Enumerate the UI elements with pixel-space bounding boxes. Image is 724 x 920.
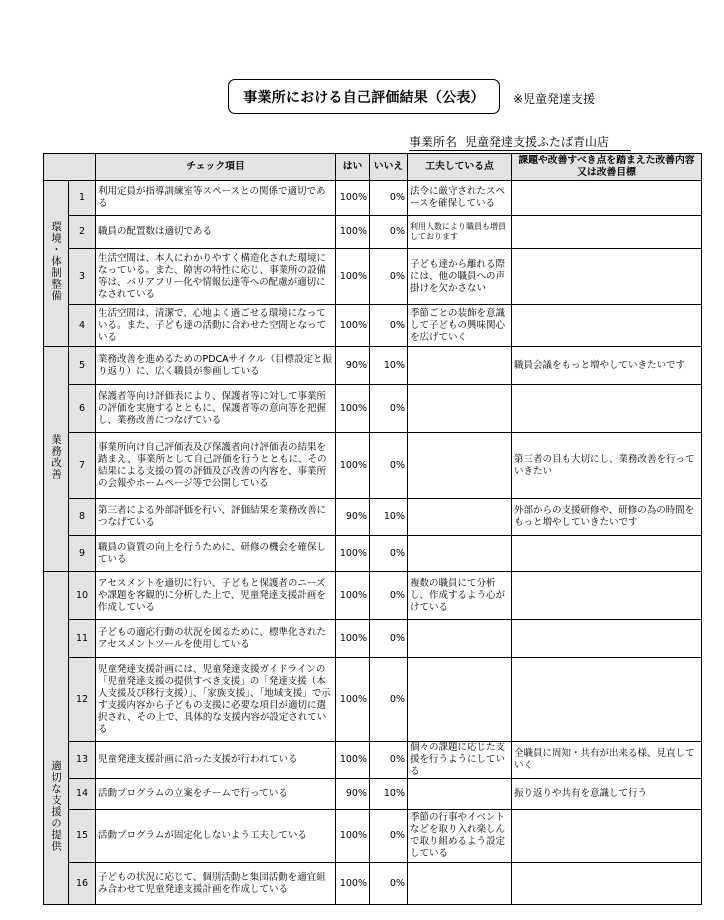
no-percent: 0% (370, 385, 408, 433)
no-percent: 0% (370, 620, 408, 658)
table-row (44, 305, 702, 347)
row-number: 12 (69, 658, 96, 742)
category-environment (44, 181, 69, 347)
ingenuity-text (408, 433, 512, 499)
table-row (44, 216, 702, 249)
table-row (44, 347, 702, 385)
header-ingenuity: 工夫している点 (408, 154, 512, 181)
category-label: 業務改善 (50, 434, 62, 480)
yes-percent: 100% (336, 620, 370, 658)
yes-percent: 100% (336, 572, 370, 620)
category-label: 適切な支援の提供 (50, 760, 62, 852)
yes-percent: 100% (336, 385, 370, 433)
table-row (44, 742, 702, 779)
yes-percent: 90% (336, 499, 370, 536)
check-item: 生活空間は、清潔で、心地よく過ごせる環境になっている。また、子ども達の活動に合わせた空間となっている (96, 305, 336, 347)
ingenuity-text: 子ども達から離れる際には、他の職員への声掛けを欠かさない (408, 249, 512, 305)
check-item: 職員の配置数は適切である (96, 216, 336, 249)
row-number: 10 (69, 572, 96, 620)
yes-percent: 100% (336, 658, 370, 742)
no-percent: 0% (370, 433, 408, 499)
table-row (44, 433, 702, 499)
page-title (228, 79, 500, 114)
yes-percent: 100% (336, 249, 370, 305)
check-item: 子どもの状況に応じて、個別活動と集団活動を適宜組み合わせて児童発達支援計画を作成している (96, 863, 336, 905)
check-item: 事業所向け自己評価表及び保護者向け評価表の結果を踏まえ、事業所として自己評価を行うとともに、その結果による支援の質の評価及び改善の内容を、事業所の会報やホームページ等で公開している (96, 433, 336, 499)
improvement-goal: 職員会議をもっと増やしていきたいです (512, 347, 702, 385)
check-item: 児童発達支援計画に沿った支援が行われている (96, 742, 336, 779)
no-percent: 10% (370, 499, 408, 536)
check-item: 保護者等向け評価表により、保護者等に対して事業所の評価を実施するとともに、保護者等の意向等を把握し、業務改善につなげている (96, 385, 336, 433)
no-percent: 0% (370, 572, 408, 620)
table-row (44, 385, 702, 433)
row-number: 11 (69, 620, 96, 658)
header-no: いいえ (370, 154, 408, 181)
yes-percent: 90% (336, 779, 370, 810)
row-number: 3 (69, 249, 96, 305)
check-item: アセスメントを適切に行い、子どもと保護者のニーズや課題を客観的に分析した上で、児童発達支援計画を作成している (96, 572, 336, 620)
ingenuity-text: 個々の課題に応じた支援を行うようにしている (408, 742, 512, 779)
ingenuity-text: 複数の職員にて分析し、作成するよう心がけている (408, 572, 512, 620)
yes-percent: 100% (336, 216, 370, 249)
row-number: 7 (69, 433, 96, 499)
improvement-goal (512, 385, 702, 433)
table-row (44, 658, 702, 742)
check-item: 活動プログラムの立案をチームで行っている (96, 779, 336, 810)
row-number: 2 (69, 216, 96, 249)
header-blank-cell (44, 154, 96, 181)
row-number: 14 (69, 779, 96, 810)
improvement-goal: 全職員に周知・共有が出来る様、見直していく (512, 742, 702, 779)
yes-percent: 100% (336, 863, 370, 905)
yes-percent: 100% (336, 536, 370, 572)
no-percent: 0% (370, 863, 408, 905)
check-item: 利用定員が指導訓練室等スペースとの関係で適切である (96, 181, 336, 216)
table-row (44, 249, 702, 305)
ingenuity-text (408, 499, 512, 536)
table-row (44, 572, 702, 620)
ingenuity-text: 利用人数により職員も増員しております (408, 216, 512, 249)
row-number: 9 (69, 536, 96, 572)
improvement-goal (512, 658, 702, 742)
table-row (44, 779, 702, 810)
evaluation-table (43, 153, 702, 905)
ingenuity-text (408, 347, 512, 385)
improvement-goal (512, 305, 702, 347)
category-business-improvement (44, 347, 69, 572)
no-percent: 0% (370, 216, 408, 249)
table-row (44, 536, 702, 572)
yes-percent: 100% (336, 305, 370, 347)
check-item: 生活空間は、本人にわかりやすく構造化された環境になっている。また、障害の特性に応じ、事業所の設備等は、バリアフリー化や情報伝達等への配慮が適切になされている (96, 249, 336, 305)
table-row (44, 810, 702, 863)
office-name-value: 児童発達支援ふたば青山店 (465, 135, 610, 149)
improvement-goal: 振り返りや共有を意識して行う (512, 779, 702, 810)
office-name-underline (409, 150, 631, 151)
service-type-note: ※児童発達支援 (513, 92, 596, 106)
yes-percent: 90% (336, 347, 370, 385)
no-percent: 0% (370, 742, 408, 779)
ingenuity-text (408, 385, 512, 433)
table-row (44, 499, 702, 536)
ingenuity-text (408, 863, 512, 905)
check-item: 職員の資質の向上を行うために、研修の機会を確保している (96, 536, 336, 572)
check-item: 児童発達支援計画には、児童発達支援ガイドラインの「児童発達支援の提供すべき支援」の「発達支援（本人支援及び移行支援）」、「家族支援」、「地域支援」で示す支援内容から子どもの支援に必要な項目が適切に選択され、その上で、具体的な支援内容が設定されている (96, 658, 336, 742)
check-item: 子どもの適応行動の状況を図るために、標準化されたアセスメントツールを使用している (96, 620, 336, 658)
ingenuity-text (408, 779, 512, 810)
yes-percent: 100% (336, 810, 370, 863)
check-item: 業務改善を進めるためのPDCAサイクル（目標設定と振り返り）に、広く職員が参画している (96, 347, 336, 385)
improvement-goal (512, 810, 702, 863)
header-issues: 課題や改善すべき点を踏まえた改善内容又は改善目標 (512, 154, 702, 181)
improvement-goal (512, 620, 702, 658)
improvement-goal (512, 536, 702, 572)
row-number: 8 (69, 499, 96, 536)
row-number: 15 (69, 810, 96, 863)
header-check-item: チェック項目 (96, 154, 336, 181)
no-percent: 0% (370, 305, 408, 347)
improvement-goal (512, 863, 702, 905)
improvement-goal (512, 181, 702, 216)
category-appropriate-support (44, 572, 69, 905)
improvement-goal: 外部からの支援研修や、研修の為の時間をもっと増やしていきたいです (512, 499, 702, 536)
improvement-goal (512, 572, 702, 620)
check-item: 活動プログラムが固定化しないよう工夫している (96, 810, 336, 863)
no-percent: 0% (370, 810, 408, 863)
check-item: 第三者による外部評価を行い、評価結果を業務改善につなげている (96, 499, 336, 536)
row-number: 13 (69, 742, 96, 779)
ingenuity-text (408, 620, 512, 658)
yes-percent: 100% (336, 433, 370, 499)
ingenuity-text (408, 536, 512, 572)
page-title-text: 事業所における自己評価結果（公表） (243, 89, 485, 106)
row-number: 6 (69, 385, 96, 433)
improvement-goal: 第三者の目も大切にし、業務改善を行っていきたい (512, 433, 702, 499)
no-percent: 0% (370, 536, 408, 572)
no-percent: 10% (370, 347, 408, 385)
improvement-goal (512, 216, 702, 249)
no-percent: 0% (370, 658, 408, 742)
table-row (44, 620, 702, 658)
improvement-goal (512, 249, 702, 305)
no-percent: 0% (370, 249, 408, 305)
row-number: 4 (69, 305, 96, 347)
table-row (44, 181, 702, 216)
ingenuity-text: 法令に厳守されたスペースを確保している (408, 181, 512, 216)
ingenuity-text: 季節の行事やイベントなどを取り入れ楽しんで取り組めるよう設定している (408, 810, 512, 863)
office-name-line (409, 133, 609, 150)
row-number: 16 (69, 863, 96, 905)
ingenuity-text (408, 658, 512, 742)
table-row (44, 863, 702, 905)
row-number: 5 (69, 347, 96, 385)
table-header-row (44, 154, 702, 181)
ingenuity-text: 季節ごとの装飾を意識して子どもの興味関心を広げていく (408, 305, 512, 347)
office-name-label: 事業所名 (409, 135, 458, 149)
no-percent: 0% (370, 181, 408, 216)
category-label: 環境・体制整備 (50, 221, 62, 302)
row-number: 1 (69, 181, 96, 216)
header-yes: はい (336, 154, 370, 181)
no-percent: 10% (370, 779, 408, 810)
yes-percent: 100% (336, 181, 370, 216)
yes-percent: 100% (336, 742, 370, 779)
